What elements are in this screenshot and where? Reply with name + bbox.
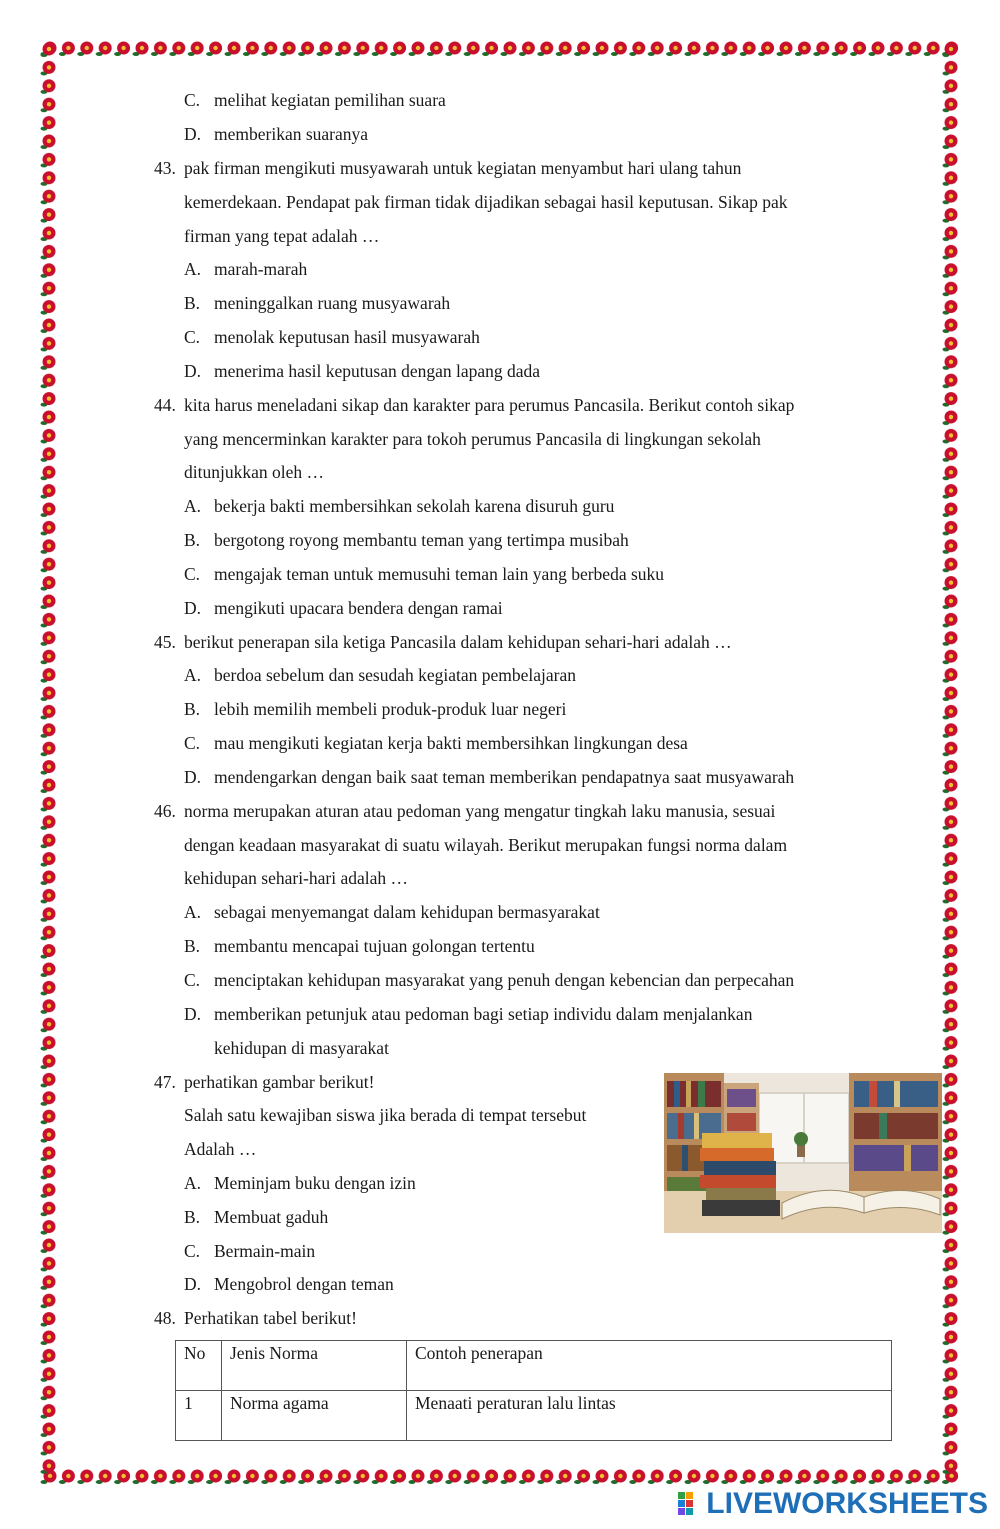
- option-text: lebih memilih membeli produk-produk luar negeri: [214, 699, 567, 719]
- question-number: 46.: [154, 801, 176, 821]
- option-letter: B.: [184, 293, 201, 313]
- question-text: pak firman mengikuti musyawarah untuk kegiatan menyambut hari ulang tahun: [184, 158, 742, 178]
- option-letter: D.: [184, 598, 202, 618]
- option-letter: C.: [184, 564, 201, 584]
- option-text: membantu mencapai tujuan golongan tertentu: [214, 936, 535, 956]
- question-text: norma merupakan aturan atau pedoman yang mengatur tingkah laku manusia, sesuai: [184, 801, 776, 821]
- norm-table: [175, 1340, 892, 1441]
- option-text: meninggalkan ruang musyawarah: [214, 293, 451, 313]
- option-text: menolak keputusan hasil musyawarah: [214, 327, 480, 347]
- option-text: sebagai menyemangat dalam kehidupan bermasyarakat: [214, 902, 600, 922]
- option-letter: C.: [184, 90, 201, 110]
- option-text: Bermain-main: [214, 1241, 316, 1261]
- option-letter: B.: [184, 1207, 201, 1227]
- question-text: kemerdekaan. Pendapat pak firman tidak dijadikan sebagai hasil keputusan. Sikap pak: [184, 192, 788, 212]
- option-letter: C.: [184, 1241, 201, 1261]
- question-number: 43.: [154, 158, 176, 178]
- option-letter: A.: [184, 665, 202, 685]
- option-text: mendengarkan dengan baik saat teman memberikan pendapatnya saat musyawarah: [214, 767, 795, 787]
- question-text: berikut penerapan sila ketiga Pancasila dalam kehidupan sehari-hari adalah …: [184, 632, 732, 652]
- option-text: memberikan petunjuk atau pedoman bagi setiap individu dalam menjalankan: [214, 1004, 753, 1024]
- option-text-continued: kehidupan di masyarakat: [214, 1038, 389, 1058]
- question-number: 44.: [154, 395, 176, 415]
- question-text: Adalah …: [184, 1139, 257, 1159]
- option-letter: C.: [184, 970, 201, 990]
- question-number: 45.: [154, 632, 176, 652]
- option-letter: B.: [184, 936, 201, 956]
- option-text: mau mengikuti kegiatan kerja bakti membersihkan lingkungan desa: [214, 733, 688, 753]
- table-header-row: [176, 1341, 892, 1391]
- table-cell: Norma agama: [222, 1391, 407, 1441]
- question-text: dengan keadaan masyarakat di suatu wilayah. Berikut merupakan fungsi norma dalam: [184, 835, 788, 855]
- option-text: menerima hasil keputusan dengan lapang dada: [214, 361, 541, 381]
- table-row: [176, 1391, 892, 1441]
- question-text: Salah satu kewajiban siswa jika berada di tempat tersebut: [184, 1105, 587, 1125]
- question-text: kehidupan sehari-hari adalah …: [184, 868, 409, 888]
- option-letter: D.: [184, 767, 202, 787]
- question-text: Perhatikan tabel berikut!: [184, 1308, 357, 1328]
- option-text: mengajak teman untuk memusuhi teman lain yang berbeda suku: [214, 564, 665, 584]
- option-letter: B.: [184, 530, 201, 550]
- option-text: bergotong royong membantu teman yang tertimpa musibah: [214, 530, 629, 550]
- option-letter: A.: [184, 259, 202, 279]
- option-letter: B.: [184, 699, 201, 719]
- option-text: melihat kegiatan pemilihan suara: [214, 90, 446, 110]
- liveworksheets-watermark: [676, 1487, 988, 1521]
- table-header-cell: Contoh penerapan: [407, 1341, 892, 1391]
- table-cell: Menaati peraturan lalu lintas: [407, 1391, 892, 1441]
- option-letter: D.: [184, 1004, 202, 1024]
- question-text: yang mencerminkan karakter para tokoh perumus Pancasila di lingkungan sekolah: [184, 429, 761, 449]
- question-text: firman yang tepat adalah …: [184, 226, 380, 246]
- option-text: menciptakan kehidupan masyarakat yang penuh dengan kebencian dan perpecahan: [214, 970, 795, 990]
- liveworksheets-logo-icon: [676, 1490, 704, 1518]
- flower-border-right: [940, 40, 962, 1480]
- option-text: Mengobrol dengan teman: [214, 1274, 394, 1294]
- option-letter: D.: [184, 361, 202, 381]
- question-number: 48.: [154, 1308, 176, 1328]
- option-text: memberikan suaranya: [214, 124, 369, 144]
- option-letter: A.: [184, 1173, 202, 1193]
- option-letter: A.: [184, 902, 202, 922]
- flower-border-top: [40, 38, 960, 60]
- table-cell: 1: [176, 1391, 222, 1441]
- option-letter: D.: [184, 124, 202, 144]
- library-image: [664, 1073, 942, 1233]
- option-text: mengikuti upacara bendera dengan ramai: [214, 598, 503, 618]
- question-text: ditunjukkan oleh …: [184, 462, 324, 482]
- question-number: 47.: [154, 1072, 176, 1092]
- option-letter: C.: [184, 327, 201, 347]
- table-header-cell: Jenis Norma: [222, 1341, 407, 1391]
- option-text: marah-marah: [214, 259, 308, 279]
- table-header-cell: No: [176, 1341, 222, 1391]
- option-letter: A.: [184, 496, 202, 516]
- flower-border-bottom: [40, 1466, 960, 1488]
- watermark-text: LIVEWORKSHEETS: [706, 1487, 988, 1520]
- option-text: berdoa sebelum dan sesudah kegiatan pembelajaran: [214, 665, 577, 685]
- question-text: perhatikan gambar berikut!: [184, 1072, 375, 1092]
- option-letter: D.: [184, 1274, 202, 1294]
- option-text: Meminjam buku dengan izin: [214, 1173, 416, 1193]
- flower-border-left: [38, 40, 60, 1480]
- option-text: bekerja bakti membersihkan sekolah karena disuruh guru: [214, 496, 615, 516]
- option-letter: C.: [184, 733, 201, 753]
- option-text: Membuat gaduh: [214, 1207, 329, 1227]
- question-text: kita harus meneladani sikap dan karakter para perumus Pancasila. Berikut contoh sikap: [184, 395, 795, 415]
